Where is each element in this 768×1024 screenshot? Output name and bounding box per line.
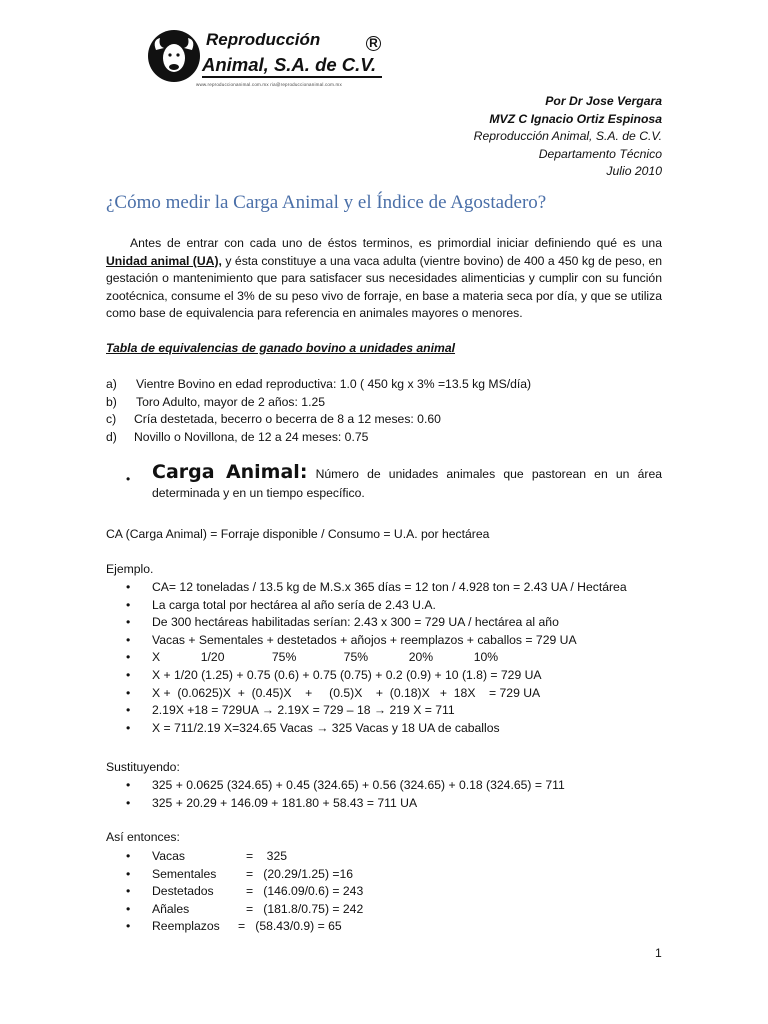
bullet: • — [126, 472, 131, 486]
list-item — [106, 429, 531, 447]
intro-text: y ésta constituye a una vaca adulta (vientre bovino) de 400 a 450 kg de peso, en gestación o mantenimiento que para satisfacer sus necesidades alimenticias y cumplir con su función zootécnica, consume el 3% de su peso vivo de forraje, en base a materia seca por día, y que se utiliza como base de equivalencia para referencia en animales mayores o menores. — [106, 253, 662, 321]
logo-text-line2: Animal, S.A. de C.V. — [202, 54, 382, 78]
substitution-list — [126, 777, 565, 812]
logo-website: www.reproduccionanimal.com.mx ria@reproduccionanimal.com.mx — [196, 82, 342, 87]
list-item — [106, 411, 531, 429]
author-line: MVZ C Ignacio Ortiz Espinosa — [489, 111, 662, 126]
list-item: • Vacas = 325 — [126, 849, 287, 863]
list-item: • Sementales = (20.29/1.25) =16 — [126, 866, 354, 881]
list-item: • X + 1/20 (1.25) + 0.75 (0.6) + 0.75 (0.75) + 0.2 (0.9) + 10 (1.8) = 729 UA — [126, 667, 542, 682]
equivalence-table-title: Tabla de equivalencias de ganado bovino a unidades animal — [106, 341, 456, 355]
list-letter: b) — [106, 394, 117, 409]
list-letter: c) — [106, 412, 117, 427]
results-label: Así entonces: — [106, 830, 180, 844]
company-line: Reproducción Animal, S.A. de C.V. — [473, 129, 662, 144]
list-item: • 325 + 0.0625 (324.65) + 0.45 (324.65) + 0.56 (324.65) + 0.18 (324.65) = 711 — [126, 778, 565, 792]
intro-paragraph — [106, 235, 662, 323]
unidad-animal-term: Unidad animal (UA), — [106, 253, 222, 268]
list-text: Cría destetada, becerro o becerra de 8 a 12 meses: 0.60 — [134, 412, 441, 427]
list-item: • X = 711/2.19 X=324.65 Vacas → 325 Vacas y 18 UA de caballos — [126, 720, 500, 735]
company-logo — [146, 26, 396, 96]
list-item: • Añales = (181.8/0.75) = 242 — [126, 901, 364, 916]
list-text: Toro Adulto, mayor de 2 años: 1.25 — [136, 394, 326, 409]
carga-animal-text: Número de unidades animales que pastorean en un área determinada y en un tiempo específico. — [152, 467, 662, 500]
list-item: • X + (0.0625)X + (0.45)X + (0.5)X + (0.18)X + 18X = 729 UA — [126, 685, 541, 700]
list-text: Vientre Bovino en edad reproductiva: 1.0 ( 450 kg x 3% =13.5 kg MS/día) — [136, 377, 532, 391]
department-line: Departamento Técnico — [538, 146, 662, 161]
ca-formula: CA (Carga Animal) = Forraje disponible / Consumo = U.A. por hectárea — [106, 527, 490, 541]
author-block — [474, 93, 662, 181]
substitution-label: Sustituyendo: — [106, 760, 180, 774]
date-line: Julio 2010 — [606, 164, 662, 179]
list-item: • Vacas + Sementales + destetados + añojos + reemplazos + caballos = 729 UA — [126, 632, 577, 647]
author-line: Por Dr Jose Vergara — [545, 94, 662, 108]
intro-text: Antes de entrar con cada uno de éstos terminos, es primordial iniciar definiendo qué es una — [130, 236, 662, 250]
list-item: • CA= 12 toneladas / 13.5 kg de M.S.x 365 días = 12 ton / 4.928 ton = 2.43 UA / Hectárea — [126, 580, 627, 594]
equivalence-list — [106, 376, 531, 446]
registered-mark: R — [366, 36, 381, 51]
list-item: • Destetados = (146.09/0.6) = 243 — [126, 884, 364, 899]
list-item — [106, 394, 531, 412]
example-label: Ejemplo. — [106, 562, 154, 576]
list-item: • La carga total por hectárea al año sería de 2.43 U.A. — [126, 597, 436, 612]
logo-text-line1: Reproducción — [206, 30, 321, 49]
carga-animal-definition — [126, 463, 662, 503]
list-letter: d) — [106, 429, 117, 444]
list-item: • 2.19X +18 = 729UA → 2.19X = 729 – 18 → 219 X = 711 — [126, 703, 455, 718]
list-item: • De 300 hectáreas habilitadas serían: 2.43 x 300 = 729 UA / hectárea al año — [126, 615, 559, 630]
list-letter: a) — [106, 377, 117, 391]
list-text: Novillo o Novillona, de 12 a 24 meses: 0.75 — [134, 429, 369, 444]
page-number: 1 — [655, 946, 662, 960]
list-item: • 325 + 20.29 + 146.09 + 181.80 + 58.43 = 711 UA — [126, 795, 418, 810]
carga-animal-term: Carga Animal: — [152, 461, 308, 483]
results-list — [126, 848, 363, 936]
bull-emblem-icon — [146, 28, 202, 84]
example-list — [126, 579, 627, 737]
list-item — [106, 376, 531, 394]
document-title: ¿Cómo medir la Carga Animal y el Índice de Agostadero? — [106, 192, 547, 213]
list-item: • X 1/20 75% 75% 20% 10% — [126, 650, 499, 665]
list-item: • Reemplazos = (58.43/0.9) = 65 — [126, 919, 342, 934]
